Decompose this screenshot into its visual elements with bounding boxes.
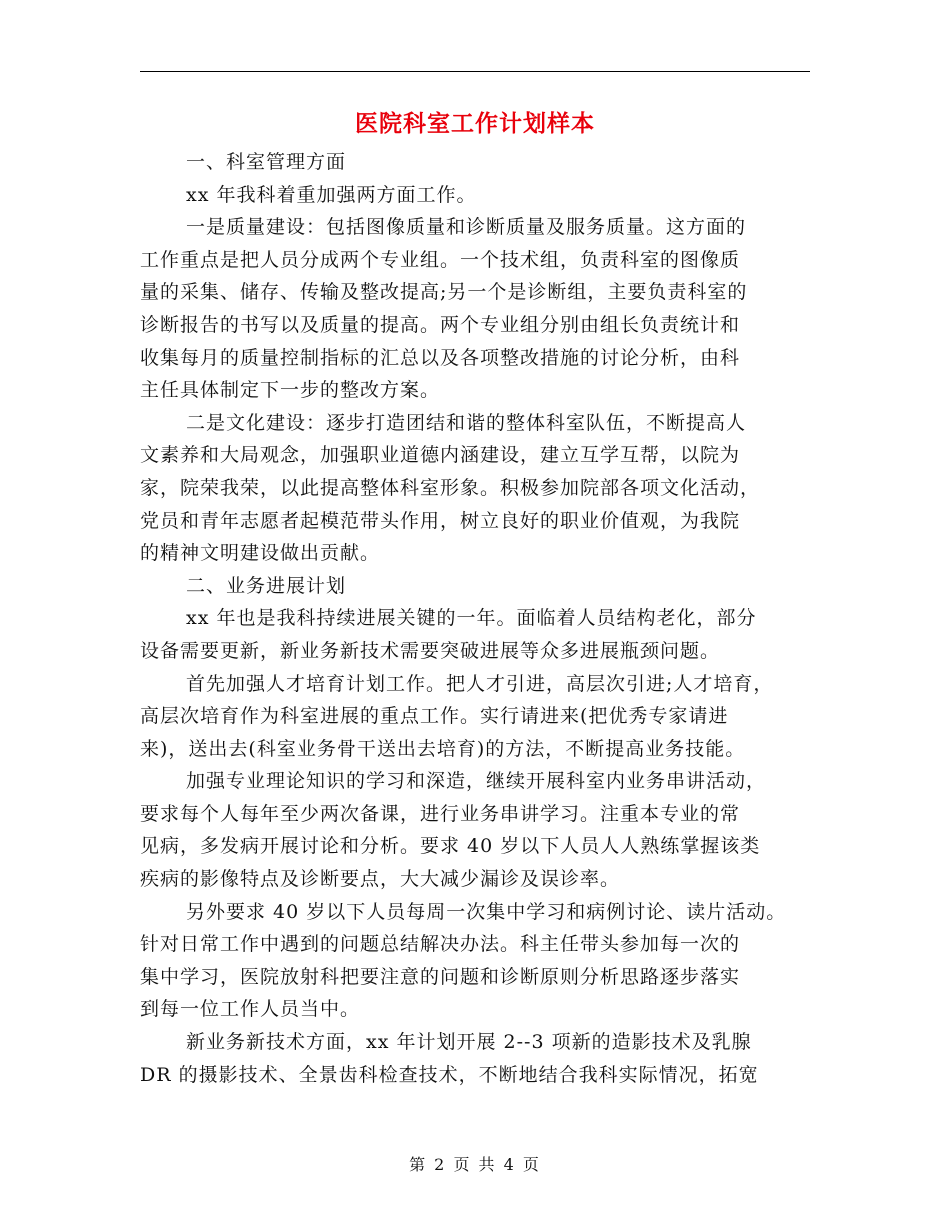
body-paragraph xyxy=(140,1026,805,1091)
paragraph-line: xx 年也是我科持续进展关键的一年。面临着人员结构老化，部分 xyxy=(186,607,757,630)
paragraph-line: 一、科室管理方面 xyxy=(186,151,347,173)
paragraph-line: 一是质量建设：包括图像质量和诊断质量及服务质量。这方面的 xyxy=(186,216,747,239)
paragraph-line: 收集每月的质量控制指标的汇总以及各项整改措施的讨论分析，由科 xyxy=(140,346,741,369)
paragraph-line: 家，院荣我荣，以此提高整体科室形象。积极参加院部各项文化活动， xyxy=(140,476,761,499)
body-paragraph xyxy=(140,211,805,407)
document-title: 医院科室工作计划样本 xyxy=(355,111,595,137)
paragraph-line: 首先加强人才培育计划工作。把人才引进，高层次引进;人才培育， xyxy=(186,672,774,695)
paragraph-line: 加强专业理论知识的学习和深造，继续开展科室内业务串讲活动， xyxy=(186,770,767,793)
paragraph-line: 设备需要更新，新业务新技术需要突破进展等众多进展瓶颈问题。 xyxy=(140,639,721,662)
body-paragraph xyxy=(140,765,805,895)
paragraph-line: 到每一位工作人员当中。 xyxy=(140,998,361,1021)
body-paragraph xyxy=(140,570,805,603)
body-paragraph xyxy=(140,602,805,667)
paragraph-line: xx 年我科着重加强两方面工作。 xyxy=(186,183,477,206)
page-number-footer: 第 2 页 共 4 页 xyxy=(409,1155,541,1174)
paragraph-line: 诊断报告的书写以及质量的提高。两个专业组分别由组长负责统计和 xyxy=(140,313,741,336)
paragraph-line: 工作重点是把人员分成两个专业组。一个技术组，负责科室的图像质 xyxy=(140,248,741,271)
paragraph-line: 的精神文明建设做出贡献。 xyxy=(140,542,381,565)
body-paragraph xyxy=(140,896,805,1026)
body-paragraph xyxy=(140,146,805,179)
header-rule xyxy=(140,71,810,72)
paragraph-line: 针对日常工作中遇到的问题总结解决办法。科主任带头参加每一次的 xyxy=(140,933,741,956)
paragraph-line: 文素养和大局观念，加强职业道德内涵建设，建立互学互帮，以院为 xyxy=(140,444,741,467)
paragraph-line: 新业务新技术方面，xx 年计划开展 2--3 项新的造影技术及乳腺 xyxy=(186,1031,752,1054)
paragraph-line: 量的采集、储存、传输及整改提高;另一个是诊断组，主要负责科室的 xyxy=(140,281,748,304)
paragraph-line: 二、业务进展计划 xyxy=(186,574,347,597)
body-paragraph xyxy=(140,179,805,212)
paragraph-line: DR 的摄影技术、全景齿科检查技术，不断地结合我科实际情况，拓宽 xyxy=(140,1063,759,1086)
paragraph-line: 党员和青年志愿者起模范带头作用，树立良好的职业价值观，为我院 xyxy=(140,509,741,532)
paragraph-line: 要求每个人每年至少两次备课，进行业务串讲学习。注重本专业的常 xyxy=(140,802,741,825)
paragraph-line: 见病，多发病开展讨论和分析。要求 40 岁以下人员人人熟练掌握该类 xyxy=(140,835,761,858)
body-paragraph xyxy=(140,407,805,570)
paragraph-line: 主任具体制定下一步的整改方案。 xyxy=(140,379,441,402)
paragraph-line: 集中学习，医院放射科把要注意的问题和诊断原则分析思路逐步落实 xyxy=(140,965,741,988)
paragraph-line: 另外要求 40 岁以下人员每周一次集中学习和病例讨论、读片活动。 xyxy=(186,900,787,923)
document-body xyxy=(140,146,805,1091)
body-paragraph xyxy=(140,668,805,766)
paragraph-line: 疾病的影像特点及诊断要点，大大减少漏诊及误诊率。 xyxy=(140,868,621,891)
paragraph-line: 来)，送出去(科室业务骨干送出去培育)的方法，不断提高业务技能。 xyxy=(140,737,746,760)
paragraph-line: 高层次培育作为科室进展的重点工作。实行请进来(把优秀专家请进 xyxy=(140,705,729,728)
paragraph-line: 二是文化建设：逐步打造团结和谐的整体科室队伍，不断提高人 xyxy=(186,411,747,434)
